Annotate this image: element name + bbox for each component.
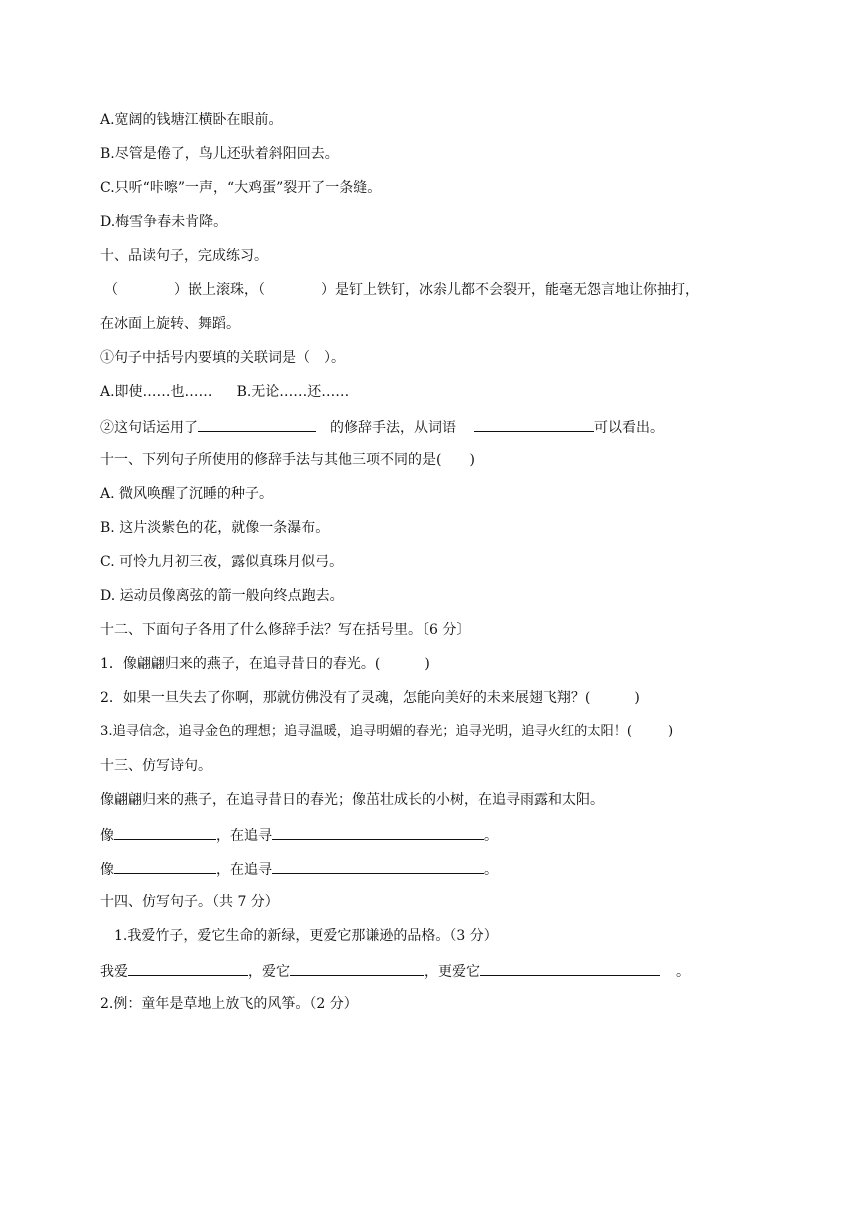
q10-options [100,382,349,402]
q10-sub2-text-a: ②这句话运用了 [100,420,198,436]
q14-fill-d: 。 [676,964,690,980]
q10-title: 十、品读句子，完成练习。 [100,248,268,264]
q14-sentence-1: 1.我爱竹子，爱它生命的新绿，更爱它那谦逊的品格。（3 分） [114,928,498,944]
answer-blank[interactable] [114,858,216,874]
q9-option-d: D.梅雪争春未肯降。 [100,214,228,230]
answer-blank[interactable] [474,416,594,432]
q14-fill-a: 我爱 [100,964,128,980]
q10-sentence-line2: 在冰面上旋转、舞蹈。 [100,316,240,332]
q10-sub1: ①句子中括号内要填的关联词是（ ）。 [100,350,345,366]
answer-blank[interactable] [272,858,484,874]
answer-blank[interactable] [480,960,660,976]
q14-fill-c: ，更爱它 [424,964,480,980]
q13-example: 像翩翩归来的燕子，在追寻昔日的春光；像茁壮成长的小树，在追寻雨露和太阳。 [100,792,604,808]
q11-option-d: D. 运动员像离弦的箭一般向终点跑去。 [100,588,344,604]
q9-option-a: A.宽阔的钱塘江横卧在眼前。 [100,112,283,128]
q9-option-b: B.尽管是倦了，鸟儿还驮着斜阳回去。 [100,146,339,162]
q11-option-c: C. 可怜九月初三夜，露似真珠月似弓。 [100,554,344,570]
q12-sentence-1 [100,654,430,674]
answer-blank[interactable] [128,960,248,976]
answer-blank[interactable] [272,824,484,840]
q9-option-c: C.只听“咔嚓”一声，“大鸡蛋”裂开了一条缝。 [100,180,382,196]
q10-option-b: B.无论……还…… [236,384,350,400]
q12-s1-paren-close: ) [424,656,430,672]
q10-sub2 [100,416,664,436]
q10-middle-text: ）嵌上滚珠，（ [174,282,265,298]
q13-line-a: 像 [100,828,114,844]
q13-line-b: ，在追寻 [216,828,272,844]
q12-title: 十二、下面句子各用了什么修辞手法？写在括号里。〔6 分〕 [100,622,471,638]
q12-s2-text: 2．如果一旦失去了你啊，那就仿佛没有了灵魂，怎能向美好的未来展翅飞翔？( [100,690,591,706]
q12-s3-text: 3.追寻信念，追寻金色的理想；追寻温暖，追寻明媚的春光；追寻光明，追寻火红的太阳！( [100,724,633,739]
q12-s3-paren-close: ) [668,724,674,739]
q10-sub2-text-c: 可以看出。 [594,420,664,436]
q14-fill-b: ，爱它 [248,964,290,980]
q12-s2-paren-close: ) [634,690,640,706]
q12-s1-text: 1．像翩翩归来的燕子，在追寻昔日的春光。( [100,656,381,672]
q10-sub2-text-b: 的修辞手法，从词语 [330,420,456,436]
q13-line-c: 。 [484,862,498,878]
q13-line-c: 。 [484,828,498,844]
q11-title: 十一、下列句子所使用的修辞手法与其他三项不同的是( ) [100,452,475,468]
q14-fill-line [100,960,690,980]
q10-sentence-line1 [104,280,699,300]
q14-sentence-2: 2.例：童年是草地上放飞的风筝。（2 分） [100,996,358,1012]
answer-blank[interactable] [290,960,424,976]
answer-blank[interactable] [114,824,216,840]
q13-line-a: 像 [100,862,114,878]
q10-option-a: A.即使……也…… [100,384,213,400]
q12-sentence-3 [100,722,673,742]
answer-blank[interactable] [198,416,316,432]
q10-end-text: ）是钉上铁钉，冰尜儿都不会裂开，能毫无怨言地让你抽打， [321,282,699,298]
q10-paren-open: （ [104,282,118,298]
q13-line-b: ，在追寻 [216,862,272,878]
q12-sentence-2 [100,688,640,708]
q14-title: 十四、仿写句子。（共 7 分） [100,894,279,910]
q13-fill-line-2 [100,858,498,878]
q11-option-a: A. 微风唤醒了沉睡的种子。 [100,486,274,502]
q11-option-b: B. 这片淡紫色的花，就像一条瀑布。 [100,520,330,536]
q13-fill-line-1 [100,824,498,844]
q13-title: 十三、仿写诗句。 [100,758,212,774]
